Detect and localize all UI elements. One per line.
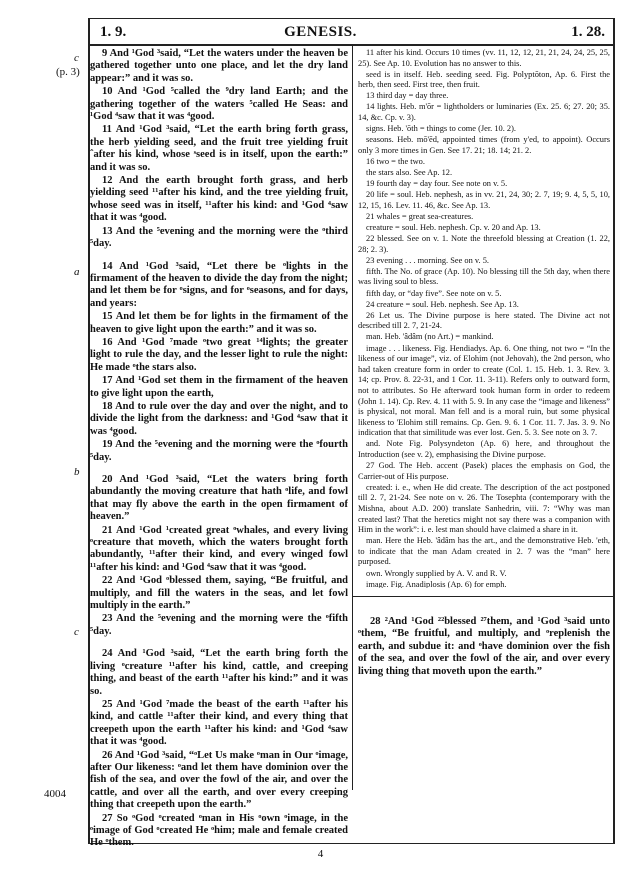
notes-column <box>358 48 610 588</box>
top-border <box>88 18 614 19</box>
note-item: 21 whales = great sea-creatures. <box>366 211 474 221</box>
note-item: 27 God. The Heb. accent (Pasek) places the emphasis on God, the Carrier-out of His purpose. <box>358 461 610 481</box>
note-item: 14 lights. Heb. m'ōr = lightholders or luminaries (Ex. 25. 6; 27. 20; 35. 14, &c. Cp. v. 3). <box>358 102 610 123</box>
note-item: 19 fourth day = day four. See note on v. 5. <box>366 179 508 189</box>
note-item: seasons. Heb. mō'ēd, appointed times (from y'ed, to appoint). Occurs only 3 more times in Gen. See 17. 21; 18. 14; 21. 2. <box>358 135 610 155</box>
margin-note-a: a <box>74 266 80 278</box>
paragraph-gap <box>90 639 348 648</box>
header-rule <box>88 44 614 46</box>
verse-23: 23 And the ⁵evening and the morning were the ᵒfifth ⁵day. <box>90 613 348 637</box>
note-item: image. Fig. Anadiplosis (Ap. 6) for emph. <box>366 579 507 588</box>
note-item: the stars also. See Ap. 12. <box>366 168 453 178</box>
note-item: 20 life = soul. Heb. nephesh, as in vv. 21, 24, 30; 2. 7, 19; 9. 4, 5, 5, 10, 12, 15, 16. Lev. 11. 46, &c. See Ap. 13. <box>358 190 610 210</box>
verse-11: 11 And ¹God ³said, “Let the earth bring forth grass, the herb yielding seed, and the fruit tree yielding fruit ˆafter his kind, whose ˢseed is in itself, upon the earth:” and it was so. <box>90 124 348 173</box>
verse-10: 10 And ¹God ⁵called the ⁹dry land Earth; and the gathering together of the waters ⁵called He Seas: and ¹God ⁴saw that it was ⁴good. <box>90 86 348 123</box>
notes-rule <box>352 596 614 597</box>
verse-21: 21 And ¹God ¹created great ᵒwhales, and every living ᵒcreature that moveth, which the waters brought forth abundantly, ¹¹after their kind, and every winged fowl ¹¹after his kind: and ¹God ⁴saw that it was ⁴good. <box>90 524 348 573</box>
margin-number: 4004 <box>44 788 66 800</box>
verse-28-block <box>358 616 610 776</box>
verse-19: 19 And the ⁵evening and the morning were the ᵒfourth ⁵day. <box>90 439 348 463</box>
header-left-ref: 1. 9. <box>100 24 127 40</box>
note-item: own. Wrongly supplied by A. V. and R. V. <box>366 568 507 578</box>
verse-28: 28 ²And ¹God ²²blessed ²⁷them, and ¹God ³said unto ᵒthem, “Be fruitful, and multiply, and ᵒreplenish the earth, and subdue it: and ᵒhave dominion over the fish of the sea, and over the fowl of the air, and over every living thing that moveth upon the earth.” <box>358 616 610 677</box>
verse-18: 18 And to rule over the day and over the night, and to divide the light from the darkness: and ¹God ⁴saw that it was ⁴good. <box>90 400 348 437</box>
header-right-ref: 1. 28. <box>571 24 605 40</box>
margin-note-c2: c <box>74 626 79 638</box>
verse-26: 26 And ¹God ³said, “ᵒLet Us make ᵒman in Our ᵒimage, after Our likeness: ᵒand let them have dominion over the fish of the sea, and over the fowl of the air, and over the cattle, and over all the earth, and over every creeping thing that creepeth upon the earth.” <box>90 749 348 811</box>
margin-note-b: b <box>74 466 80 478</box>
right-border <box>613 18 615 844</box>
note-item: fifth day, or “day five”. See note on v. 5. <box>366 288 502 298</box>
verse-column <box>90 48 348 856</box>
note-item: 16 two = the two. <box>366 156 425 166</box>
margin-note-c: c <box>74 52 79 64</box>
verse-16: 16 And ¹God ⁷made ᵒtwo great ¹⁴lights; the greater light to rule the day, and the lesser light to rule the night: He made ᵒthe stars also. <box>90 336 348 373</box>
note-item: signs. Heb. 'ōth = things to come (Jer. 10. 2). <box>366 124 516 134</box>
note-item: 13 third day = day three. <box>366 91 449 101</box>
paragraph-gap <box>90 252 348 261</box>
verse-27: 27 So ᵒGod ᵒcreated ᵒman in His ᵒown ᵒimage, in the ᵒimage of God ᵒcreated He ᵒhim; male and female created He ᵒthem. <box>90 812 348 849</box>
note-item: fifth. The No. of grace (Ap. 10). No blessing till the 5th day, when there was living soul to bless. <box>358 266 610 287</box>
note-item: man. Heb. 'âdâm (no Art.) = mankind. <box>366 332 494 342</box>
page-title: GENESIS. <box>284 24 357 40</box>
column-divider <box>352 45 353 790</box>
verse-14: 14 And ¹God ³said, “Let there be ᵒlights in the firmament of the heaven to divide the day from the night; and let them be for ᵒsigns, and for ᵒseasons, and for days, and years: <box>90 260 348 309</box>
paragraph-gap <box>90 465 348 474</box>
note-item: seed is in itself. Heb. seeding seed. Fig. Polyptōton, Ap. 6. First the herb, then seed. First tree, then fruit. <box>358 69 610 90</box>
verse-12: 12 And the earth brought forth grass, and herb yielding seed ¹¹after his kind, and the tree yielding fruit, whose seed was in itself, ¹¹after his kind: and ¹God ⁴saw that it was ⁴good. <box>90 175 348 224</box>
verse-24: 24 And ¹God ³said, “Let the earth bring forth the living ᵒcreature ¹¹after his kind, cattle, and creeping thing, and beast of the earth ¹¹after his kind:” and it was so. <box>90 648 348 697</box>
verse-20: 20 And ¹God ³said, “Let the waters bring forth abundantly the moving creature that hath ᵒlife, and fowl that may fly above the earth in the open firmament of heaven.” <box>90 474 348 523</box>
verse-25: 25 And ¹God ⁷made the beast of the earth ¹¹after his kind, and cattle ¹¹after their kind, and every thing that creepeth upon the earth ¹¹after his kind: and ¹God ⁴saw that it was ⁴good. <box>90 698 348 748</box>
margin-note-p3: (p. 3) <box>56 66 80 78</box>
note-item: 23 evening . . . morning. See on v. 5. <box>366 255 489 265</box>
verse-22: 22 And ¹God ᵒblessed them, saying, “Be fruitful, and multiply, and fill the waters in the seas, and let fowl multiply in the earth.” <box>90 575 348 612</box>
verse-13: 13 And the ⁵evening and the morning were the ᵒthird ⁵day. <box>90 225 348 250</box>
verse-15: 15 And let them be for lights in the firmament of the heaven to give light upon the earth:” and it was so. <box>90 311 348 335</box>
note-item: creature = soul. Heb. nephesh. Cp. v. 20 and Ap. 13. <box>366 223 541 232</box>
note-item: image . . . likeness. Fig. Hendiadys. Ap. 6. One thing, not two = “In the likeness of our image”, viz. of Elohim (not Jehovah), the 2nd person, who had taken creature form in order to create (Col. 1. 15. Heb. 1. 3. Rev. 3. 14; cp. Prov. 8. 22-31, and 1 Cor. 11. 3-11). Refers only to outward form, not to attributes. So He afterward took human form in order to redeem (John 1. 14). Cp. Rev. 4. 11 with 5. 9. In any case the “image and likeness” is physical, not moral. Man fell and is a moral ruin, but some physical likeness to 'Elohim still remains. Cp. Gen. 9. 6. 1 Cor. 11. 7. Jas. 3. 9. No indication that that similitude was ever lost. Gen. 5. 3. See note on 3. 7. <box>358 343 610 438</box>
note-item: 26 Let us. The Divine purpose is here stated. The Divine act not described till 2. 7, 21-24. <box>358 310 610 331</box>
note-item: 24 creature = soul. Heb. nephesh. See Ap. 13. <box>366 299 519 309</box>
verse-17: 17 And ¹God set them in the firmament of the heaven to give light upon the earth, <box>90 375 348 399</box>
page-number: 4 <box>317 848 324 860</box>
verse-9: 9 And ¹God ³said, “Let the waters under the heaven be gathered together unto one place, and let the dry land appear:” and it was so. <box>90 48 348 84</box>
note-item: created: i. e., when He did create. The description of the act postponed till 2. 7, 21-24. See note on v. 26. The Tosephta (contemporary with the Mishna, about A.D. 200) translate Sanhedrin, viii. 7: “Why was man created last? That the heretics might not say there was a companion with Him in the work”: i. e. lest man should have claimed a share in it. <box>358 482 610 535</box>
note-item: 11 after his kind. Occurs 10 times (vv. 11, 12, 12, 21, 21, 24, 24, 25, 25, 25). See Ap. 10. Evolution has no answer to this. <box>358 48 610 68</box>
note-item: and. Note Fig. Polysyndeton (Ap. 6) here, and throughout the Introduction (see v. 2), emphasising the Divine purpose. <box>358 439 610 459</box>
note-item: 22 blessed. See on v. 1. Note the threefold blessing at Creation (1. 22, 28; 2. 3). <box>358 234 610 254</box>
note-item: man. Here the Heb. 'âdâm has the art., and the demonstrative Heb. 'eth, to indicate that the man Adam created in 2. 7 was the “man” here purposed. <box>358 536 610 567</box>
